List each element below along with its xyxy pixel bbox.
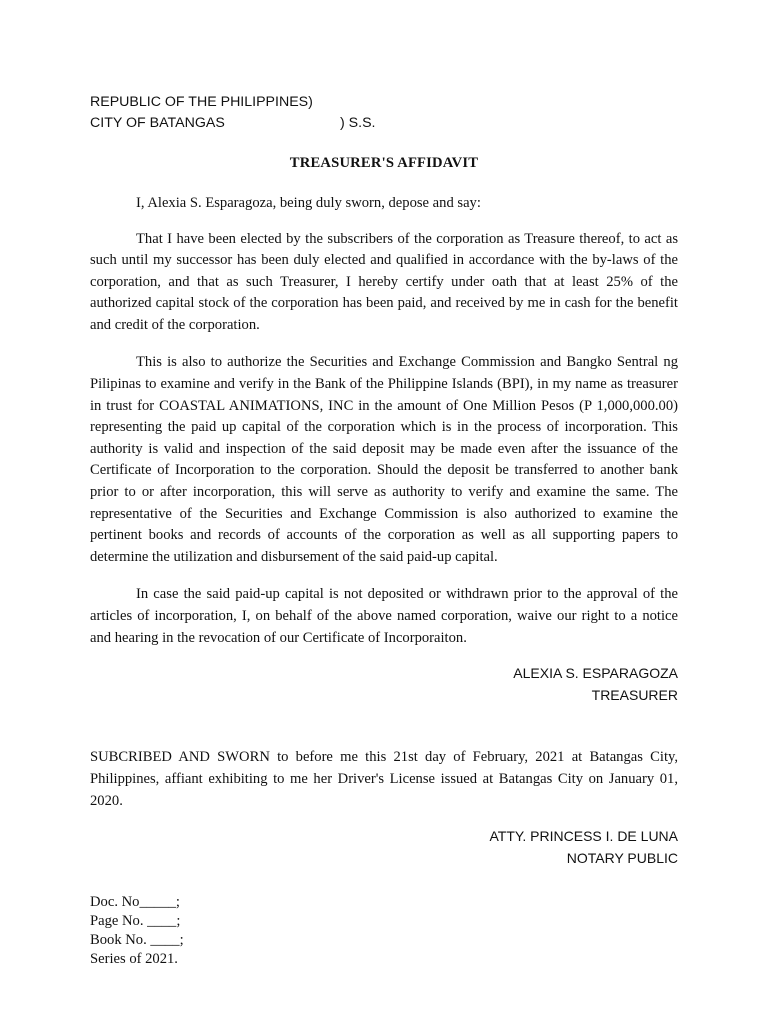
paragraph-waiver: In case the said paid-up capital is not deposited or withdrawn prior to the approval of the articles of incorporation, I, on behalf of the above named corporation, waive our right to a notice and hearing in the revocation of our Certificate of Incorporaiton. <box>90 586 678 646</box>
notary-signature-block <box>90 826 678 869</box>
paragraph-authorization: This is also to authorize the Securities and Exchange Commission and Bangko Sentral ng Pilipinas to examine and verify in the Bank of the Philippine Islands (BPI), in my name as treasurer in trust for COASTAL ANIMATIONS, INC in the amount of One Million Pesos (P 1,000,000.00) representing the paid up capital of the corporation which is in the process of incorporation. This authority is valid and inspection of the said deposit may be made even after the issuance of the Certificate of Incorporation to the corporation. Should the deposit be transferred to another bank prior to or after incorporation, this will serve as authority to verify and examine the same. The representative of the Securities and Exchange Commission is also authorized to examine the pertinent books and records of accounts of the corporation as well as all supporting papers to determine the utilization and disbursement of the said paid-up capital. <box>90 354 678 565</box>
notary-title: NOTARY PUBLIC <box>566 849 678 866</box>
venue-line-republic: REPUBLIC OF THE PHILIPPINES) <box>90 94 313 110</box>
affiant-position: TREASURER <box>591 686 678 703</box>
venue-line-city <box>90 113 678 134</box>
doc-number: Doc. No_____; <box>90 894 180 911</box>
affiant-name: ALEXIA S. ESPARAGOZA <box>513 665 678 682</box>
venue-block <box>90 92 678 134</box>
jurat-statement: SUBCRIBED AND SWORN to before me this 21st day of February, 2021 at Batangas City, Philippines, affiant exhibiting to me her Driver's License issued at Batangas City on January 01, 2020. <box>90 749 678 810</box>
venue-city: CITY OF BATANGAS <box>90 115 225 131</box>
book-number: Book No. ____; <box>90 932 184 949</box>
page-number: Page No. ____; <box>90 913 181 930</box>
notarial-registry <box>90 893 678 969</box>
intro-statement: I, Alexia S. Esparagoza, being duly sworn, depose and say: <box>136 195 481 211</box>
notary-name: ATTY. PRINCESS I. DE LUNA <box>489 828 678 845</box>
paragraph-election: That I have been elected by the subscribers of the corporation as Treasure thereof, to act as such until my successor has been duly elected and qualified in accordance with the by-laws of the corporation, and that as such Treasurer, I hereby certify under oath that at least 25% of the authorized capital stock of the corporation has been paid, and received by me in cash for the benefit and credit of the corporation. <box>90 230 678 333</box>
series-year: Series of 2021. <box>90 951 178 968</box>
affiant-signature-block <box>90 663 678 706</box>
affidavit-page <box>90 92 678 969</box>
document-title: TREASURER'S AFFIDAVIT <box>289 155 479 171</box>
venue-ss: ) S.S. <box>340 115 376 131</box>
